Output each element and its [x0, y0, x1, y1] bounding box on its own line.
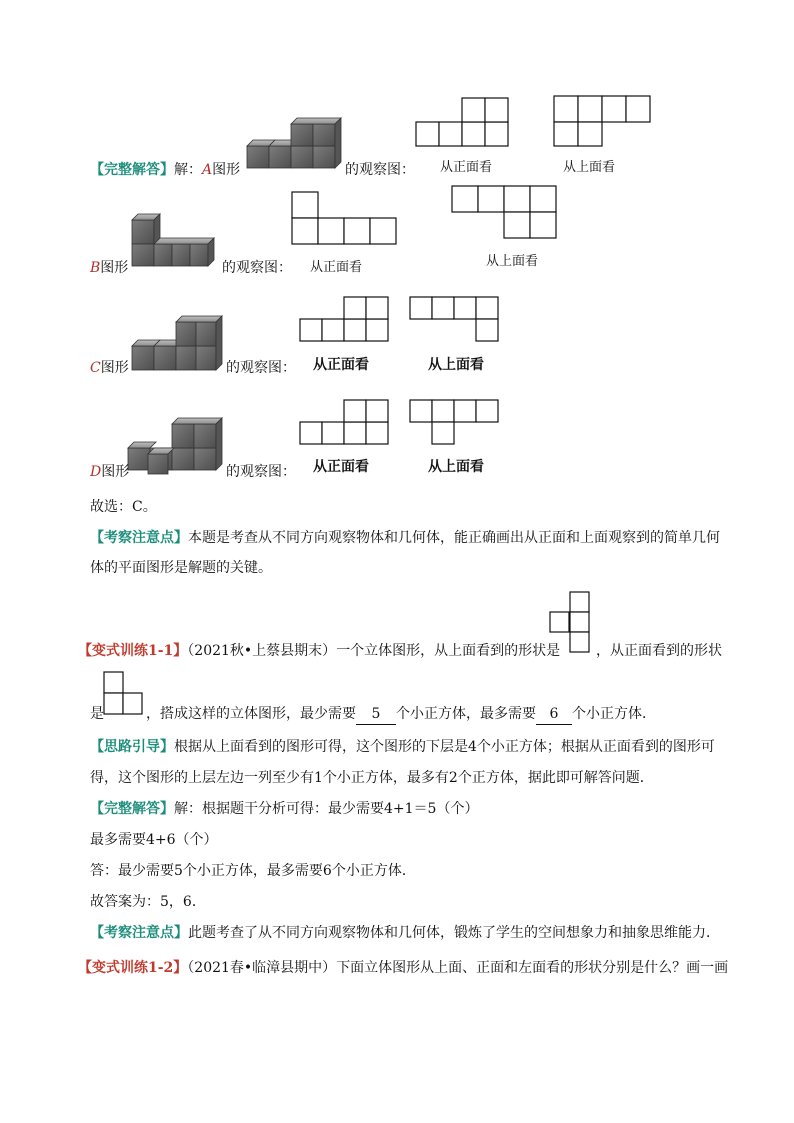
- exercise-1-1-text-e: 个小正方体，最多需要: [396, 706, 536, 722]
- front-view-grid-c: [300, 297, 392, 345]
- top-view-grid-b: [452, 186, 560, 242]
- answer-line-d: [90, 462, 129, 482]
- exercise-answer-line-3: 答：最少需要5个小正方体，最多需要6个小正方体．: [90, 863, 416, 879]
- shape-label-d: 图形: [101, 464, 130, 480]
- top-view-caption-c: 从上面看: [428, 357, 484, 373]
- shape-letter-c: C: [90, 360, 101, 376]
- front-view-grid-d: [300, 400, 392, 448]
- exercise-top-view-grid: [550, 592, 592, 656]
- cube-figure-d: [126, 416, 222, 478]
- exercise-answer-text-1: 解：根据题干分析可得：最少需要4+1＝5（个）: [174, 801, 479, 817]
- exercise-answer-tag: 【完整解答】: [90, 801, 174, 817]
- cube-figure-b: [130, 212, 220, 270]
- top-view-grid-a: [554, 96, 654, 148]
- hint-line-1: [90, 737, 715, 757]
- note-line-1: [90, 528, 720, 548]
- exercise-1-1-source: （2021秋•上蔡县期末）: [187, 643, 337, 659]
- exercise-1-1-text-a: 一个立体图形，从上面看到的形状是: [336, 643, 561, 659]
- exercise-note-tag: 【考察注意点】: [90, 925, 188, 941]
- exercise-1-2-text: 下面立体图形从上面、正面和左面看的形状分别是什么？画一画: [336, 960, 729, 976]
- exercise-1-1-line-1: [78, 641, 560, 661]
- answer-line-a: [90, 160, 240, 180]
- front-view-caption-d: 从正面看: [313, 459, 369, 475]
- answer-prefix: 解：: [174, 162, 202, 178]
- shape-letter-a: A: [202, 162, 213, 178]
- front-view-caption-b: 从正面看: [310, 260, 363, 275]
- front-view-grid-a: [416, 98, 510, 150]
- exercise-1-1-tag: 【变式训练1-1】: [78, 643, 188, 659]
- front-view-caption-c: 从正面看: [313, 357, 369, 373]
- exercise-1-1-text-b: ，从正面看到的形状: [596, 643, 722, 659]
- observe-label-d: 的观察图：: [226, 464, 296, 480]
- top-view-caption-d: 从上面看: [428, 459, 484, 475]
- cube-figure-a: [245, 118, 345, 174]
- exercise-1-1-text-f: 个小正方体．: [572, 706, 656, 722]
- top-view-caption-a: 从上面看: [563, 160, 616, 175]
- choice-line: 故选：C。: [90, 499, 157, 515]
- note-text-1: 本题是考查从不同方向观察物体和几何体，能正确画出从正面和上面观察到的简单几何: [188, 530, 720, 546]
- min-cubes-answer: 5: [356, 704, 396, 725]
- cube-figure-c: [130, 316, 222, 378]
- observe-label-c: 的观察图：: [226, 360, 296, 376]
- note-line-2: 体的平面图形是解题的关键。: [90, 560, 272, 576]
- max-cubes-answer: 6: [536, 704, 572, 725]
- observe-label-a: 的观察图：: [345, 162, 415, 178]
- hint-tag: 【思路引导】: [90, 739, 174, 755]
- exercise-answer-line-2: 最多需要4+6（个）: [90, 832, 218, 848]
- shape-letter-b: B: [90, 260, 101, 276]
- exercise-front-view-grid: [104, 672, 146, 718]
- exercise-note-line: [90, 923, 720, 943]
- top-view-caption-b: 从上面看: [486, 254, 539, 269]
- shape-label-b: 图形: [100, 260, 129, 276]
- note-tag: 【考察注意点】: [90, 530, 188, 546]
- exercise-1-2-tag: 【变式训练1-2】: [78, 960, 188, 976]
- answer-line-b: [90, 258, 128, 278]
- exercise-1-1-text-d: ，搭成这样的立体图形，最少需要: [146, 706, 356, 722]
- observe-label-b: 的观察图：: [222, 260, 292, 276]
- hint-line-2: 得，这个图形的上层左边一列至少有1个小正方体，最多有2个正方体，据此即可解答问题．: [90, 770, 654, 786]
- exercise-1-1-line-2: [146, 704, 656, 725]
- exercise-answer-line-1: [90, 799, 478, 819]
- shape-label-a: 图形: [212, 162, 241, 178]
- exercise-note-text: 此题考查了从不同方向观察物体和几何体，锻炼了学生的空间想象力和抽象思维能力．: [188, 925, 720, 941]
- hint-text-1: 根据从上面看到的图形可得，这个图形的下层是4个小正方体；根据从正面看到的图形可: [174, 739, 715, 755]
- answer-tag: 【完整解答】: [90, 162, 174, 178]
- front-view-grid-b: [292, 192, 398, 248]
- exercise-1-2-line: [78, 958, 728, 978]
- shape-letter-d: D: [90, 464, 102, 480]
- answer-line-c: [90, 358, 129, 378]
- exercise-1-1-text-c: 是: [90, 706, 104, 722]
- front-view-caption-a: 从正面看: [440, 160, 493, 175]
- exercise-1-2-source: （2021春•临漳县期中）: [187, 960, 337, 976]
- top-view-grid-d: [410, 400, 502, 448]
- exercise-answer-line-4: 故答案为：5，6．: [90, 894, 206, 910]
- shape-label-c: 图形: [100, 360, 129, 376]
- top-view-grid-c: [410, 297, 502, 345]
